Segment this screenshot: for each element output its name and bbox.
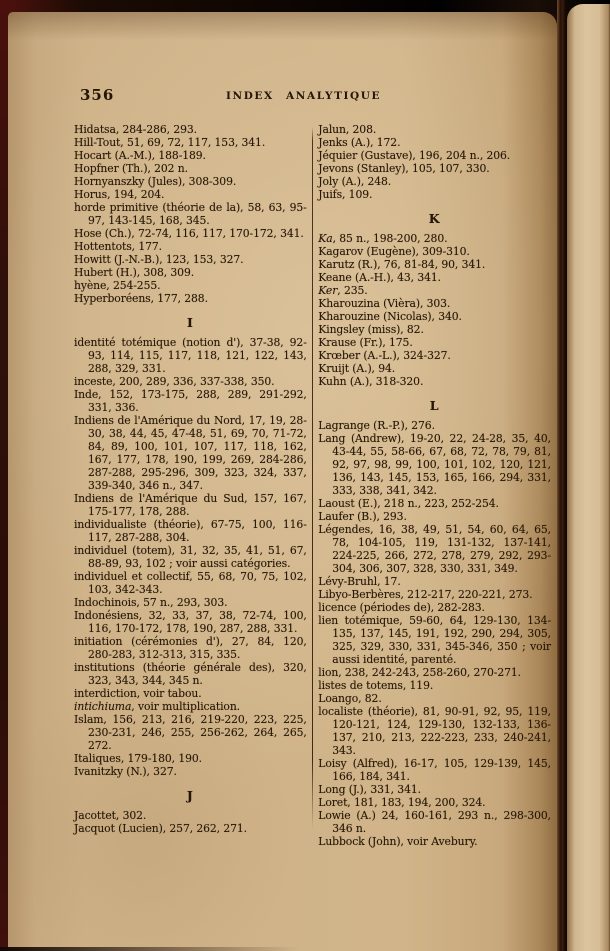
index-entry: inceste, 200, 289, 336, 337-338, 350. [74, 375, 275, 388]
index-entry: Hubert (H.), 308, 309. [74, 266, 195, 279]
index-entry: Jéquier (Gustave), 196, 204 n., 206. [318, 149, 511, 162]
index-entry: Islam, 156, 213, 216, 219-220, 223, 225, 230-231, 246, 255, 256-262, 264, 265, 272. [74, 713, 307, 752]
index-entry: lien totémique, 59-60, 64, 129-130, 134-135, 137, 145, 191, 192, 290, 294, 305, 325, 329, 330, 331, 345-346, 350 ; voir aussi identité, parenté. [318, 614, 551, 666]
page-number: 356 [80, 86, 115, 104]
index-entry: Hose (Ch.), 72-74, 116, 117, 170-172, 341. [74, 227, 304, 240]
index-entry: Ivanitzky (N.), 327. [74, 765, 177, 778]
index-columns [74, 123, 551, 848]
index-entry: Laufer (B.), 293. [318, 510, 407, 523]
index-entry: Hill-Tout, 51, 69, 72, 117, 153, 341. [74, 136, 266, 149]
next-page-edge [567, 4, 610, 951]
index-entry: Lévy-Bruhl, 17. [318, 575, 401, 588]
index-entry: Kuhn (A.), 318-320. [318, 375, 424, 388]
index-entry: Ka, 85 n., 198-200, 280. [318, 232, 448, 245]
index-entry: Inde, 152, 173-175, 288, 289, 291-292, 331, 336. [74, 388, 307, 414]
index-entry: horde primitive (théorie de la), 58, 63, 95-97, 143-145, 168, 345. [74, 201, 307, 227]
index-entry: Libyo-Berbères, 212-217, 220-221, 273. [318, 588, 533, 601]
index-entry: Long (J.), 331, 341. [318, 783, 421, 796]
index-entry: Jenks (A.), 172. [318, 136, 401, 149]
index-entry: Hyperboréens, 177, 288. [74, 292, 208, 305]
index-entry: individualiste (théorie), 67-75, 100, 116-117, 287-288, 304. [74, 518, 307, 544]
index-entry: Jacottet, 302. [74, 809, 147, 822]
page-header [74, 86, 551, 112]
index-entry: Joly (A.), 248. [318, 175, 392, 188]
index-entry: Kingsley (miss), 82. [318, 323, 424, 336]
index-entry: Lubbock (John), voir Avebury. [318, 835, 478, 848]
index-entry: Howitt (J.-N.-B.), 123, 153, 327. [74, 253, 244, 266]
index-entry: individuel et collectif, 55, 68, 70, 75, 102, 103, 342-343. [74, 570, 307, 596]
index-entry: Lagrange (R.-P.), 276. [318, 419, 435, 432]
index-column-left [74, 123, 307, 835]
index-entry: Kagarov (Eugène), 309-310. [318, 245, 470, 258]
index-entry: Kruijt (A.), 94. [318, 362, 396, 375]
book-bottom-edge [0, 947, 300, 951]
index-entry: Keane (A.-H.), 43, 341. [318, 271, 441, 284]
index-entry: Krause (Fr.), 175. [318, 336, 413, 349]
index-entry: Jacquot (Lucien), 257, 262, 271. [74, 822, 247, 835]
page-title: INDEX ANALYTIQUE [226, 90, 382, 102]
index-entry: Hornyanszky (Jules), 308-309. [74, 175, 237, 188]
index-entry: listes de totems, 119. [318, 679, 434, 692]
index-entry: Hidatsa, 284-286, 293. [74, 123, 197, 136]
book-page [8, 12, 557, 951]
index-entry: Indochinois, 57 n., 293, 303. [74, 596, 228, 609]
section-heading-l: L [429, 398, 440, 413]
index-entry: Hocart (A.-M.), 188-189. [74, 149, 206, 162]
index-entry: Indiens de l'Amérique du Nord, 17, 19, 28-30, 38, 44, 45, 47-48, 51, 69, 70, 71-72, 84, 89, 100, 101, 107, 117, 118, 162, 167, 177, 178, 190, 199, 269, 284-286, 287-288, 295-296, 309, 323, 324, 337, 339-340, 346 n., 347. [74, 414, 307, 492]
index-entry: hyène, 254-255. [74, 279, 161, 292]
section-heading-k: K [428, 211, 441, 226]
index-entry: Lang (Andrew), 19-20, 22, 24-28, 35, 40, 43-44, 55, 58-66, 67, 68, 72, 78, 79, 81, 92, 97, 98, 99, 100, 101, 102, 120, 121, 136, 143, 145, 153, 165, 166, 294, 331, 333, 338, 341, 342. [318, 432, 551, 497]
index-entry: Indiens de l'Amérique du Sud, 157, 167, 175-177, 178, 288. [74, 492, 307, 518]
index-entry: Kharouzine (Nicolas), 340. [318, 310, 462, 323]
index-entry: Loret, 181, 183, 194, 200, 324. [318, 796, 486, 809]
page-gutter-shadow [557, 0, 567, 951]
index-entry: Kharouzina (Vièra), 303. [318, 297, 451, 310]
index-entry: Ker, 235. [318, 284, 368, 297]
index-entry: Lowie (A.) 24, 160-161, 293 n., 298-300, 346 n. [318, 809, 551, 835]
index-entry: Loisy (Alfred), 16-17, 105, 129-139, 145, 166, 184, 341. [318, 757, 551, 783]
index-entry: Jalun, 208. [318, 123, 377, 136]
index-entry: Juifs, 109. [318, 188, 373, 201]
index-entry: Loango, 82. [318, 692, 382, 705]
index-entry: Jevons (Stanley), 105, 107, 330. [318, 162, 490, 175]
index-entry: Karutz (R.), 76, 81-84, 90, 341. [318, 258, 486, 271]
index-entry: interdiction, voir tabou. [74, 687, 202, 700]
index-entry: lion, 238, 242-243, 258-260, 270-271. [318, 666, 521, 679]
index-column-right [318, 123, 551, 848]
index-entry: Laoust (E.), 218 n., 223, 252-254. [318, 497, 499, 510]
index-entry: identité totémique (notion d'), 37-38, 92-93, 114, 115, 117, 118, 121, 122, 143, 288, 329, 331. [74, 336, 307, 375]
index-entry: Légendes, 16, 38, 49, 51, 54, 60, 64, 65, 78, 104-105, 119, 131-132, 137-141, 224-225, 266, 272, 278, 279, 292, 293-304, 306, 307, 328, 330, 331, 349. [318, 523, 551, 575]
column-divider-rule [312, 127, 314, 830]
index-entry: individuel (totem), 31, 32, 35, 41, 51, 67, 88-89, 93, 102 ; voir aussi catégories. [74, 544, 307, 570]
index-entry: localiste (théorie), 81, 90-91, 92, 95, 119, 120-121, 124, 129-130, 132-133, 136-137, 210, 213, 222-223, 233, 240-241, 343. [318, 705, 551, 757]
index-entry: Hottentots, 177. [74, 240, 162, 253]
section-heading-j: J [186, 788, 194, 803]
index-entry: Krœber (A.-L.), 324-327. [318, 349, 451, 362]
index-entry: Horus, 194, 204. [74, 188, 165, 201]
index-entry: licence (périodes de), 282-283. [318, 601, 485, 614]
section-heading-i: I [186, 315, 194, 330]
index-entry: initiation (cérémonies d'), 27, 84, 120, 280-283, 312-313, 315, 335. [74, 635, 307, 661]
index-entry: Italiques, 179-180, 190. [74, 752, 202, 765]
index-entry: intichiuma, voir multiplication. [74, 700, 241, 713]
index-entry: institutions (théorie générale des), 320, 323, 343, 344, 345 n. [74, 661, 307, 687]
index-entry: Indonésiens, 32, 33, 37, 38, 72-74, 100, 116, 170-172, 178, 190, 287, 288, 331. [74, 609, 307, 635]
index-entry: Hopfner (Th.), 202 n. [74, 162, 188, 175]
